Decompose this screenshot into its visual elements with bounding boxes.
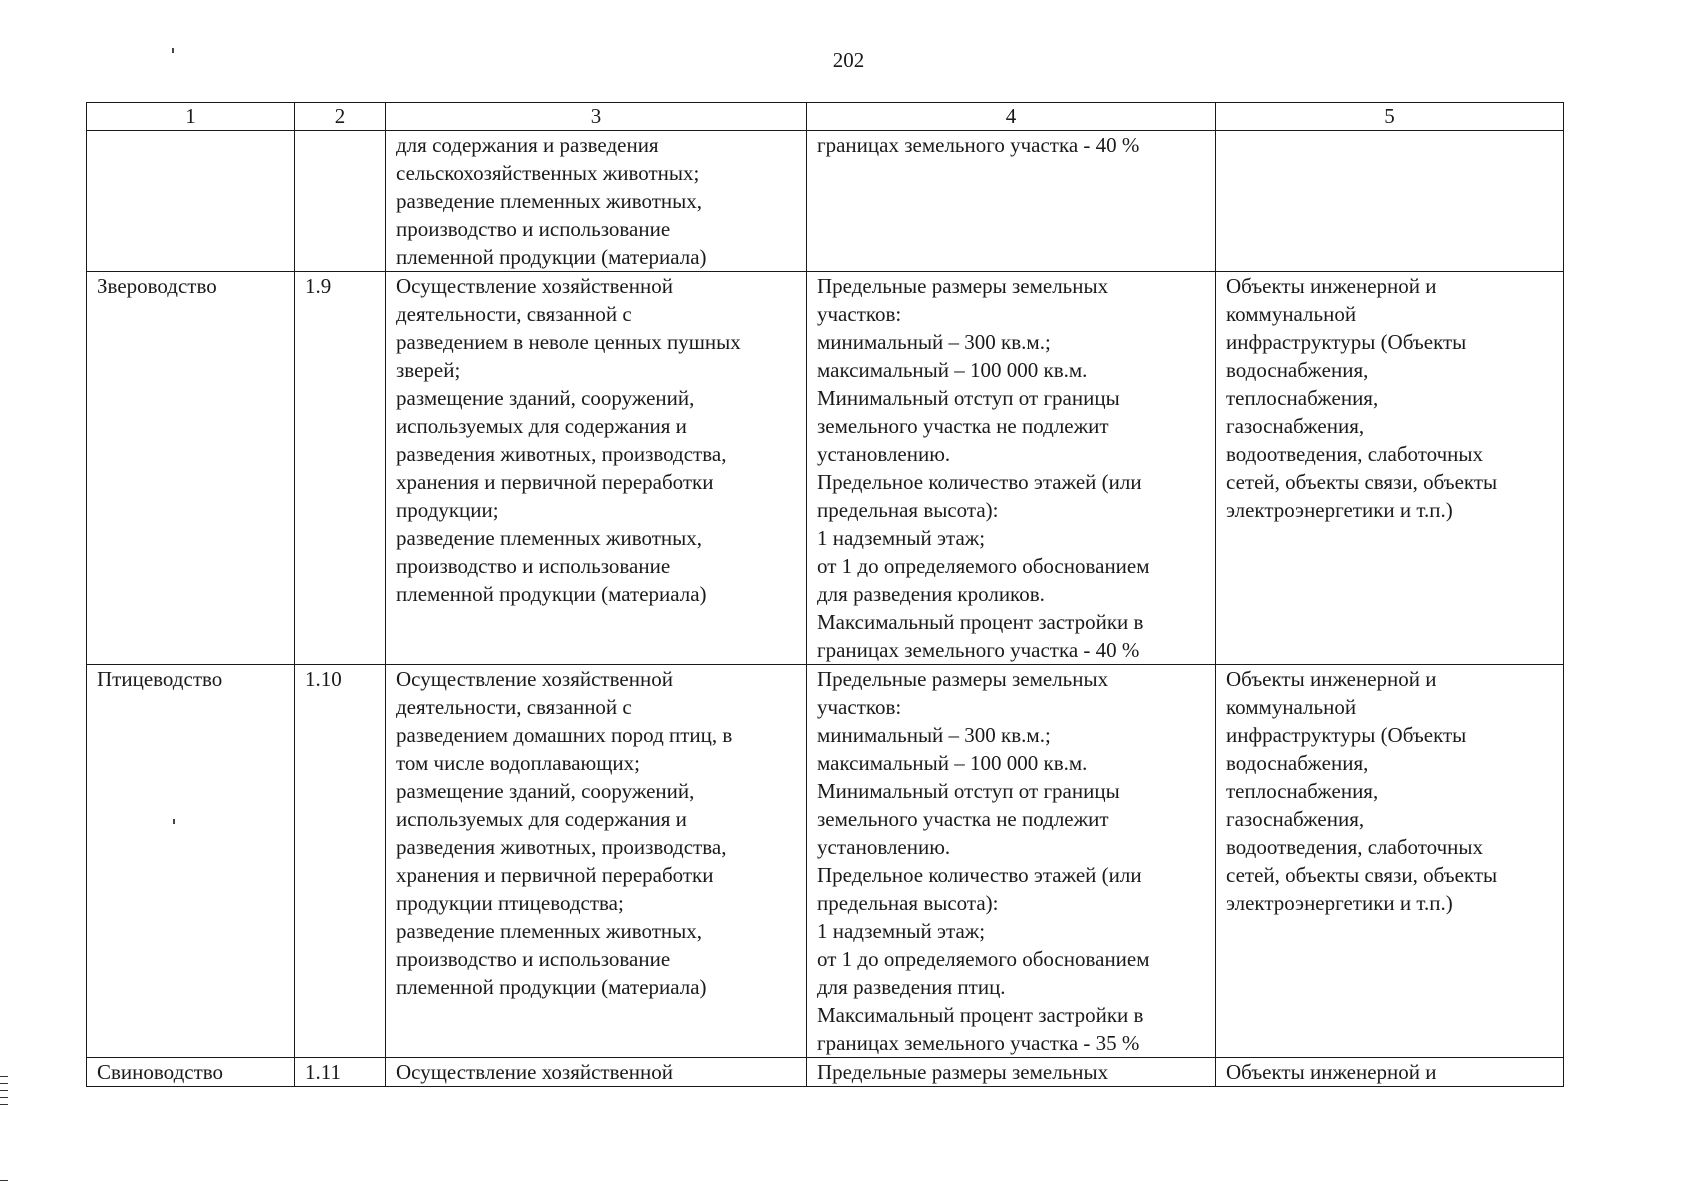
cell-auxiliary-uses [1216,665,1564,1058]
cell-text-line: электроэнергетики и т.п.) [1226,498,1453,522]
cell-text-line: Минимальный отступ от границы [817,386,1120,410]
cell-text-line: водоснабжения, [1226,751,1369,775]
cell-text-line: водоотведения, слаботочных [1226,442,1484,466]
cell-text-line: минимальный – 300 кв.м.; [817,723,1051,747]
cell-text-line: размещение зданий, сооружений, [396,779,695,803]
cell-text-line: размещение зданий, сооружений, [396,386,695,410]
cell-use-code [295,1058,386,1087]
cell-auxiliary-uses [1216,1058,1564,1087]
cell-text-line: используемых для содержания и [396,414,687,438]
cell-text-line: Объекты инженерной и [1226,274,1437,298]
cell-text-line: Минимальный отступ от границы [817,779,1120,803]
cell-text-line: установлению. [817,442,951,466]
cell-use-description [386,131,807,272]
cell-text-line: коммунальной [1226,302,1357,326]
cell-text-line: предельная высота): [817,891,999,915]
cell-text-line: Осуществление хозяйственной [396,1060,673,1084]
cell-text-line: земельного участка не подлежит [817,414,1109,438]
cell-text-line: от 1 до определяемого обоснованием [817,554,1150,578]
binding-mark [0,1083,8,1084]
table-row [87,665,1564,1058]
scan-speck [172,48,174,53]
cell-text-line: разведения животных, производства, [396,442,727,466]
table-row [87,272,1564,665]
cell-text-line: максимальный – 100 000 кв.м. [817,358,1088,382]
cell-text-line: участков: [817,695,902,719]
cell-text-line: Предельные размеры земельных [817,667,1109,691]
cell-use-description [386,1058,807,1087]
column-number-5: 5 [1216,103,1564,131]
cell-text-line: разведением в неволе ценных пушных [396,330,741,354]
cell-text-line: установлению. [817,835,951,859]
cell-text-line: от 1 до определяемого обоснованием [817,947,1150,971]
cell-parameters [807,131,1216,272]
cell-text-line: газоснабжения, [1226,414,1365,438]
cell-text-line: продукции; [396,498,499,522]
binding-mark [0,1076,8,1077]
cell-text-line: разведением домашних пород птиц, в [396,723,733,747]
cell-text-line: границах земельного участка - 40 % [817,133,1140,157]
binding-mark [0,1180,8,1181]
column-number-3: 3 [386,103,807,131]
cell-text-line: 1 надземный этаж; [817,919,986,943]
cell-text-line: 1 надземный этаж; [817,526,986,550]
cell-text-line: продукции птицеводства; [396,891,624,915]
cell-text-line: участков: [817,302,902,326]
column-number-4: 4 [807,103,1216,131]
cell-land-use-name [87,272,295,665]
cell-text-line: используемых для содержания и [396,807,687,831]
cell-text-line: максимальный – 100 000 кв.м. [817,751,1088,775]
cell-parameters [807,665,1216,1058]
cell-text-line: производство и использование [396,554,671,578]
binding-mark [0,1097,8,1098]
cell-text-line: электроэнергетики и т.п.) [1226,891,1453,915]
cell-text-line: Объекты инженерной и [1226,1060,1437,1084]
cell-text-line: минимальный – 300 кв.м.; [817,330,1051,354]
cell-text-line: Свиноводство [97,1060,224,1084]
cell-text-line: зверей; [396,358,461,382]
cell-text-line: водоотведения, слаботочных [1226,835,1484,859]
cell-text-line: Предельное количество этажей (или [817,470,1142,494]
cell-auxiliary-uses [1216,131,1564,272]
cell-text-line: земельного участка не подлежит [817,807,1109,831]
cell-text-line: деятельности, связанной с [396,695,632,719]
cell-land-use-name [87,131,295,272]
cell-text-line: Предельные размеры земельных [817,1060,1109,1084]
cell-text-line: разведение племенных животных, [396,526,703,550]
cell-text-line: Предельное количество этажей (или [817,863,1142,887]
page-number: 202 [832,48,865,72]
cell-text-line: сельскохозяйственных животных; [396,161,700,185]
cell-text-line: племенной продукции (материала) [396,975,707,999]
cell-use-code [295,131,386,272]
cell-text-line: Максимальный процент застройки в [817,1003,1144,1027]
cell-use-description [386,665,807,1058]
scan-speck [173,819,175,824]
cell-text-line: Предельные размеры земельных [817,274,1109,298]
cell-use-code [295,665,386,1058]
cell-auxiliary-uses [1216,272,1564,665]
cell-text-line: производство и использование [396,217,671,241]
cell-text-line: границах земельного участка - 40 % [817,638,1140,662]
cell-text-line: разведение племенных животных, [396,189,703,213]
cell-use-description [386,272,807,665]
cell-land-use-name [87,665,295,1058]
cell-text-line: предельная высота): [817,498,999,522]
cell-text-line: производство и использование [396,947,671,971]
cell-text-line: инфраструктуры (Объекты [1226,330,1467,354]
land-use-table [86,102,1564,1087]
cell-text-line: хранения и первичной переработки [396,470,714,494]
cell-text-line: Осуществление хозяйственной [396,274,673,298]
cell-text-line: 1.10 [305,667,342,691]
cell-text-line: газоснабжения, [1226,807,1365,831]
binding-mark [0,1090,8,1091]
cell-text-line: племенной продукции (материала) [396,582,707,606]
cell-text-line: инфраструктуры (Объекты [1226,723,1467,747]
cell-text-line: том числе водоплавающих; [396,751,640,775]
table-row [87,1058,1564,1087]
binding-mark [0,1104,8,1105]
cell-use-code [295,272,386,665]
table-row [87,131,1564,272]
table-body [87,103,1564,1087]
cell-text-line: разведения животных, производства, [396,835,727,859]
column-number-1: 1 [87,103,295,131]
cell-text-line: коммунальной [1226,695,1357,719]
column-number-2: 2 [295,103,386,131]
cell-text-line: теплоснабжения, [1226,779,1379,803]
cell-parameters [807,272,1216,665]
cell-text-line: Осуществление хозяйственной [396,667,673,691]
cell-text-line: племенной продукции (материала) [396,245,707,269]
cell-text-line: границах земельного участка - 35 % [817,1031,1140,1055]
cell-text-line: хранения и первичной переработки [396,863,714,887]
cell-text-line: для разведения птиц. [817,975,1006,999]
cell-text-line: для разведения кроликов. [817,582,1045,606]
cell-text-line: деятельности, связанной с [396,302,632,326]
cell-text-line: Максимальный процент застройки в [817,610,1144,634]
cell-text-line: для содержания и разведения [396,133,659,157]
cell-parameters [807,1058,1216,1087]
cell-text-line: 1.9 [305,274,332,298]
cell-text-line: Птицеводство [97,667,223,691]
cell-text-line: водоснабжения, [1226,358,1369,382]
cell-text-line: сетей, объекты связи, объекты [1226,863,1498,887]
cell-text-line: сетей, объекты связи, объекты [1226,470,1498,494]
cell-text-line: Звероводство [97,274,217,298]
cell-text-line: разведение племенных животных, [396,919,703,943]
column-number-header-row [87,103,1564,131]
cell-land-use-name [87,1058,295,1087]
cell-text-line: Объекты инженерной и [1226,667,1437,691]
cell-text-line: теплоснабжения, [1226,386,1379,410]
cell-text-line: 1.11 [305,1060,341,1084]
